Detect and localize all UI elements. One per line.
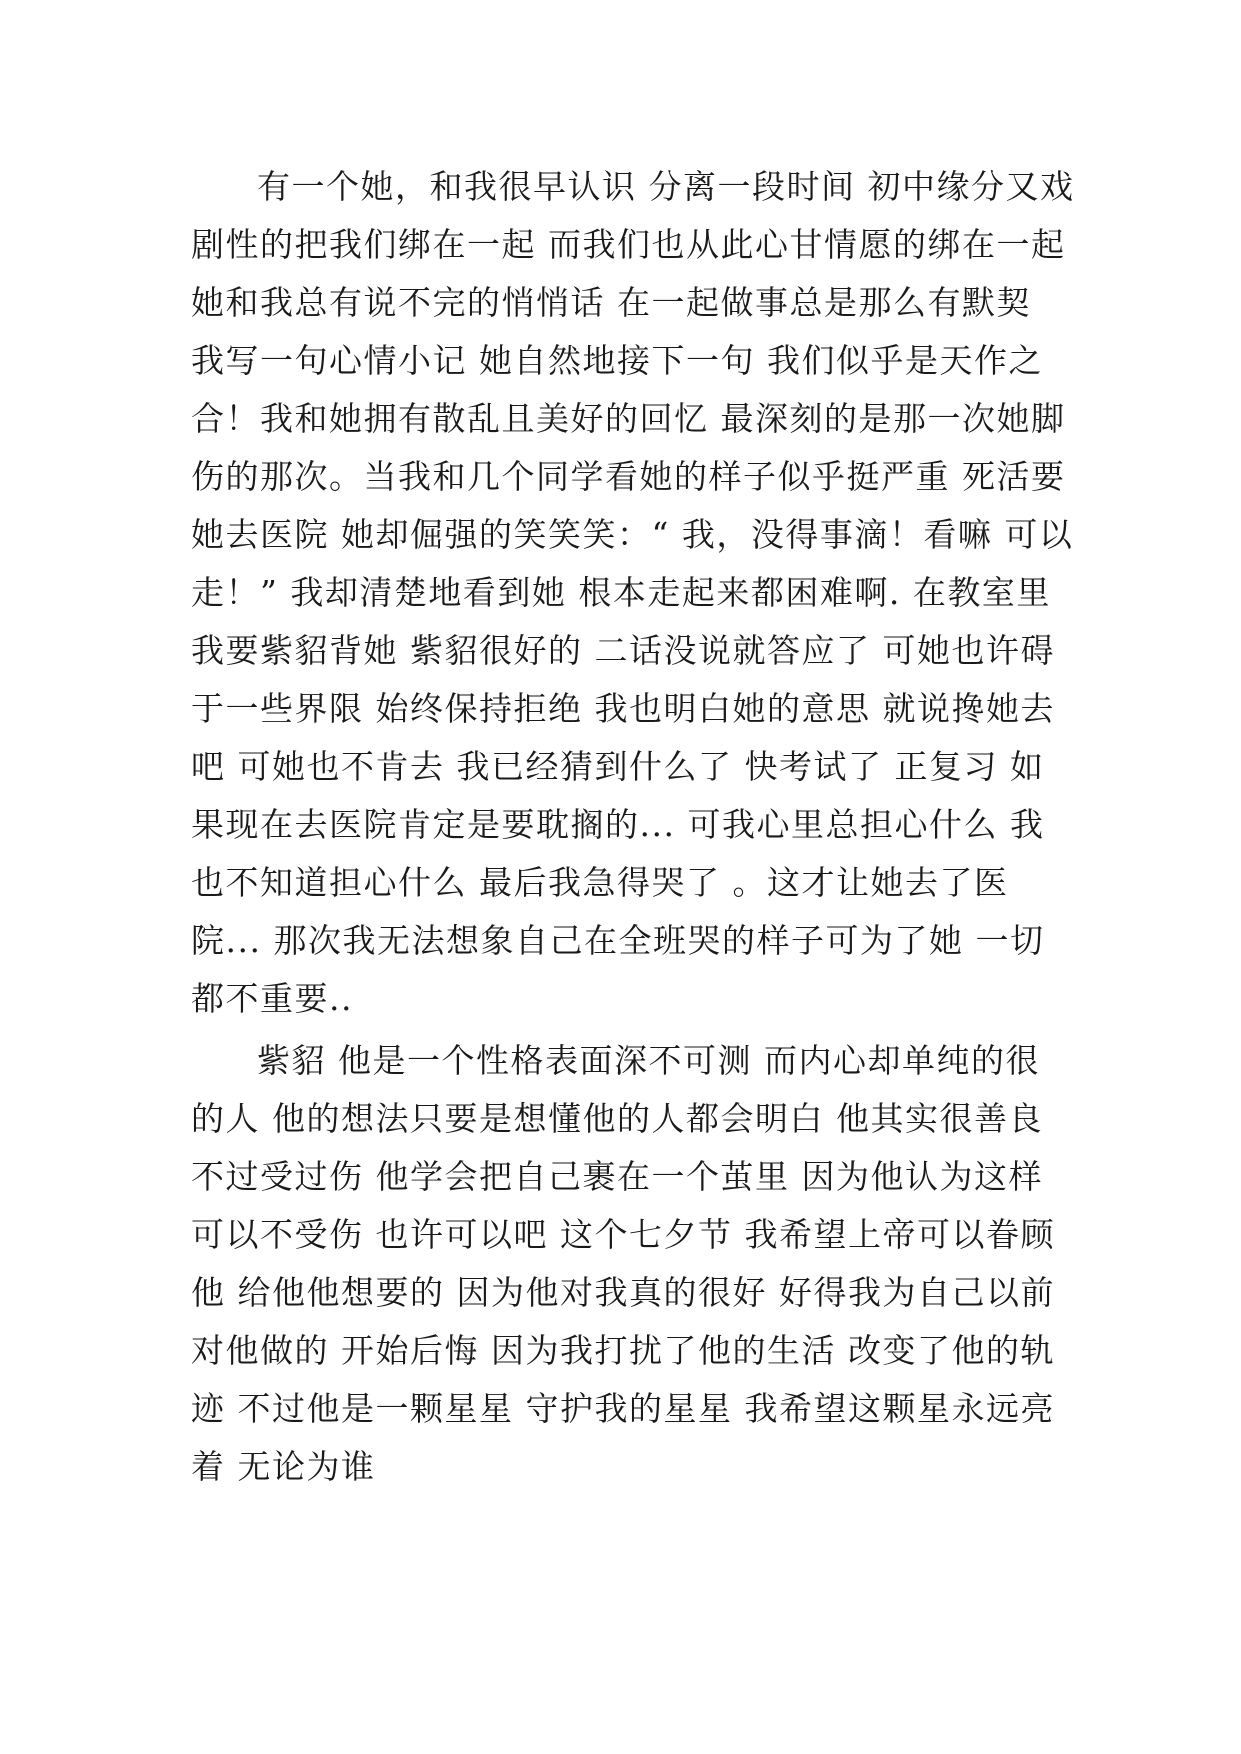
paragraph-line: 她去医院 她却倔强的笑笑笑：“ 我，没得事滴！看嘛 可以 (191, 515, 1074, 554)
paragraph-line: 不过受过伤 他学会把自己裹在一个茧里 因为他认为这样 (191, 1157, 1043, 1196)
paragraph-line: 她和我总有说不完的悄悄话 在一起做事总是那么有默契 (191, 283, 1031, 322)
paragraph-line: 剧性的把我们绑在一起 而我们也从此心甘情愿的绑在一起 (191, 225, 1066, 264)
paragraph-line: 吧 可她也不肯去 我已经猜到什么了 快考试了 正复习 如 (191, 747, 1045, 786)
paragraph-2 (191, 1032, 1061, 1496)
paragraph-line: 合！我和她拥有散乱且美好的回忆 最深刻的是那一次她脚 (191, 399, 1066, 438)
paragraph-line: 迹 不过他是一颗星星 守护我的星星 我希望这颗星永远亮 (191, 1389, 1055, 1428)
paragraph-line: 紫貂 他是一个性格表面深不可测 而内心却单纯的很 (257, 1041, 1040, 1080)
paragraph-line: 我写一句心情小记 她自然地接下一句 我们似乎是天作之 (191, 341, 1043, 380)
paragraph-1 (191, 158, 1075, 1028)
paragraph-line: 伤的那次。当我和几个同学看她的样子似乎挺严重 死活要 (191, 457, 1066, 496)
paragraph-line: 我要紫貂背她 紫貂很好的 二话没说就答应了 可她也许碍 (191, 631, 1055, 670)
paragraph-line: 着 无论为谁 (191, 1447, 376, 1486)
paragraph-line: 可以不受伤 也许可以吧 这个七夕节 我希望上帝可以眷顾 (191, 1215, 1055, 1254)
paragraph-line: 果现在去医院肯定是要耽搁的... 可我心里总担心什么 我 (191, 805, 1045, 844)
paragraph-line: 对他做的 开始后悔 因为我打扰了他的生活 改变了他的轨 (191, 1331, 1055, 1370)
paragraph-line: 院... 那次我无法想象自己在全班哭的样子可为了她 一切 (191, 921, 1045, 960)
paragraph-line: 都不重要.. (191, 979, 353, 1018)
document-body (191, 158, 1075, 1496)
paragraph-line: 于一些界限 始终保持拒绝 我也明白她的意思 就说搀她去 (191, 689, 1055, 728)
paragraph-line: 他 给他他想要的 因为他对我真的很好 好得我为自己以前 (191, 1273, 1055, 1312)
paragraph-line: 有一个她，和我很早认识 分离一段时间 初中缘分又戏 (257, 167, 1075, 206)
paragraph-line: 也不知道担心什么 最后我急得哭了 。这才让她去了医 (191, 863, 1009, 902)
paragraph-line: 走！” 我却清楚地看到她 根本走起来都困难啊. 在教室里 (191, 573, 1051, 612)
paragraph-line: 的人 他的想法只要是想懂他的人都会明白 他其实很善良 (191, 1099, 1043, 1138)
